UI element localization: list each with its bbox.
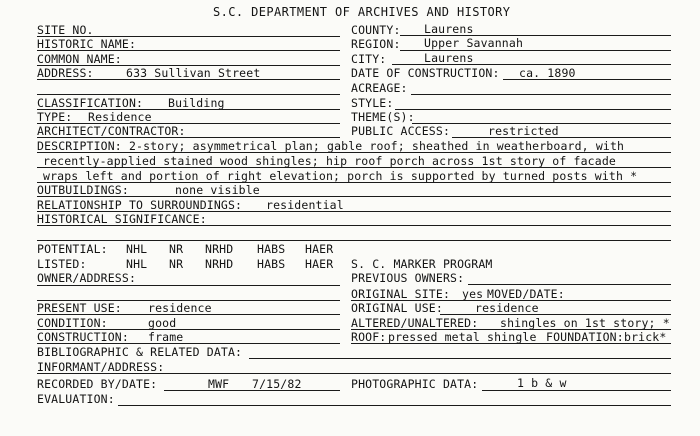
previous-owners-label: PREVIOUS OWNERS:: [351, 271, 465, 285]
roof-label: ROOF:: [351, 330, 387, 344]
rule: [37, 373, 671, 374]
listed-haer: HAER: [305, 257, 334, 271]
present-use-label: PRESENT USE:: [37, 301, 122, 315]
classification-label: CLASSIFICATION:: [37, 96, 144, 110]
county-value: Laurens: [424, 22, 474, 36]
evaluation-label: EVALUATION:: [37, 392, 115, 406]
rule: [468, 284, 671, 285]
listed-nhl: NHL: [126, 257, 148, 271]
condition-label: CONDITION:: [37, 316, 108, 330]
rule: [37, 109, 340, 110]
classification-value: Building: [168, 96, 225, 110]
original-use-value: residence: [475, 301, 539, 315]
description-line-3: wraps left and portion of right elevation; porch is supported by turned posts with *: [43, 169, 638, 183]
potential-haer: HAER: [305, 242, 334, 256]
roof-value: pressed metal shingle: [388, 330, 537, 344]
rule: [37, 314, 340, 315]
moved-date-label: MOVED/DATE:: [487, 287, 565, 301]
owner-address-label: OWNER/ADDRESS:: [37, 271, 137, 285]
altered-label: ALTERED/UNALTERED:: [351, 316, 479, 330]
original-use-label: ORIGINAL USE:: [351, 301, 443, 315]
rule: [440, 314, 671, 315]
themes-label: THEME(S):: [351, 110, 415, 124]
potential-nhl: NHL: [126, 242, 148, 256]
rule: [37, 79, 340, 80]
photographic-data-value: 1 b & w: [517, 376, 567, 390]
rule: [482, 390, 671, 391]
date-of-construction-value: ca. 1890: [519, 66, 576, 80]
site-no-label: SITE NO.: [37, 23, 94, 37]
rule: [37, 137, 340, 138]
rule: [37, 182, 671, 183]
altered-value: shingles on 1st story; *: [500, 316, 670, 330]
recorded-by-label: RECORDED BY/DATE:: [37, 377, 158, 391]
listed-nrhd: NRHD: [205, 257, 234, 271]
relationship-label: RELATIONSHIP TO SURROUNDINGS:: [37, 198, 243, 212]
listed-habs: HABS: [257, 257, 286, 271]
rule: [37, 343, 340, 344]
rule: [164, 390, 340, 391]
bibliographic-label: BIBLIOGRAPHIC & RELATED DATA:: [37, 345, 243, 359]
original-site-value: yes: [462, 287, 484, 301]
architect-label: ARCHITECT/CONTRACTOR:: [37, 124, 186, 138]
date-of-construction-label: DATE OF CONSTRUCTION:: [351, 66, 500, 80]
listed-label: LISTED:: [37, 257, 87, 271]
form-title: S.C. DEPARTMENT OF ARCHIVES AND HISTORY: [213, 5, 511, 19]
type-value: Residence: [88, 110, 152, 124]
relationship-value: residential: [266, 198, 344, 212]
condition-value: good: [148, 316, 177, 330]
rule: [411, 94, 671, 95]
foundation-value: brick*: [624, 330, 667, 344]
informant-label: INFORMANT/ADDRESS:: [37, 360, 165, 374]
rule: [37, 167, 671, 168]
potential-nrhd: NRHD: [205, 242, 234, 256]
style-label: STYLE:: [351, 96, 394, 110]
listed-nr: NR: [169, 257, 184, 271]
photographic-data-label: PHOTOGRAPHIC DATA:: [351, 377, 479, 391]
rule: [351, 343, 671, 344]
rule: [37, 196, 671, 197]
historic-name-label: HISTORIC NAME:: [37, 37, 137, 51]
construction-value: frame: [148, 330, 184, 344]
rule: [37, 285, 340, 286]
description-line-2: recently-applied stained wood shingles; hip roof porch across 1st story of facade: [43, 154, 616, 168]
region-value: Upper Savannah: [424, 36, 524, 50]
acreage-label: ACREAGE:: [351, 81, 408, 95]
potential-habs: HABS: [257, 242, 286, 256]
city-label: CITY:: [351, 52, 387, 66]
construction-label: CONSTRUCTION:: [37, 330, 129, 344]
rule: [37, 152, 671, 153]
description-line-1: DESCRIPTION: 2-story; asymmetrical plan; gable roof; sheathed in weatherboard, with: [37, 139, 625, 153]
outbuildings-value: none visible: [175, 183, 260, 197]
rule: [452, 137, 671, 138]
marker-program-label: S. C. MARKER PROGRAM: [351, 257, 493, 271]
outbuildings-label: OUTBUILDINGS:: [37, 183, 129, 197]
rule: [37, 50, 340, 51]
rule: [118, 405, 671, 406]
region-label: REGION:: [351, 37, 401, 51]
historical-significance-label: HISTORICAL SIGNIFICANCE:: [37, 212, 207, 226]
address-value: 633 Sullivan Street: [126, 66, 261, 80]
rule: [249, 358, 671, 359]
rule: [392, 64, 671, 65]
public-access-value: restricted: [488, 124, 559, 138]
original-site-label: ORIGINAL SITE:: [351, 287, 451, 301]
rule: [37, 94, 340, 95]
recorded-by-value: MWF: [208, 377, 230, 391]
foundation-label: FOUNDATION:: [546, 330, 624, 344]
city-value: Laurens: [424, 51, 474, 65]
present-use-value: residence: [148, 301, 212, 315]
rule: [37, 240, 671, 241]
address-label: ADDRESS:: [37, 66, 94, 80]
public-access-label: PUBLIC ACCESS:: [351, 124, 451, 138]
rule: [503, 79, 671, 80]
common-name-label: COMMON NAME:: [37, 52, 122, 66]
rule: [37, 225, 671, 226]
potential-nr: NR: [169, 242, 184, 256]
type-label: TYPE:: [37, 110, 73, 124]
county-label: COUNTY:: [351, 23, 401, 37]
rule: [395, 109, 671, 110]
potential-label: POTENTIAL:: [37, 242, 108, 256]
recorded-date-value: 7/15/82: [252, 377, 302, 391]
